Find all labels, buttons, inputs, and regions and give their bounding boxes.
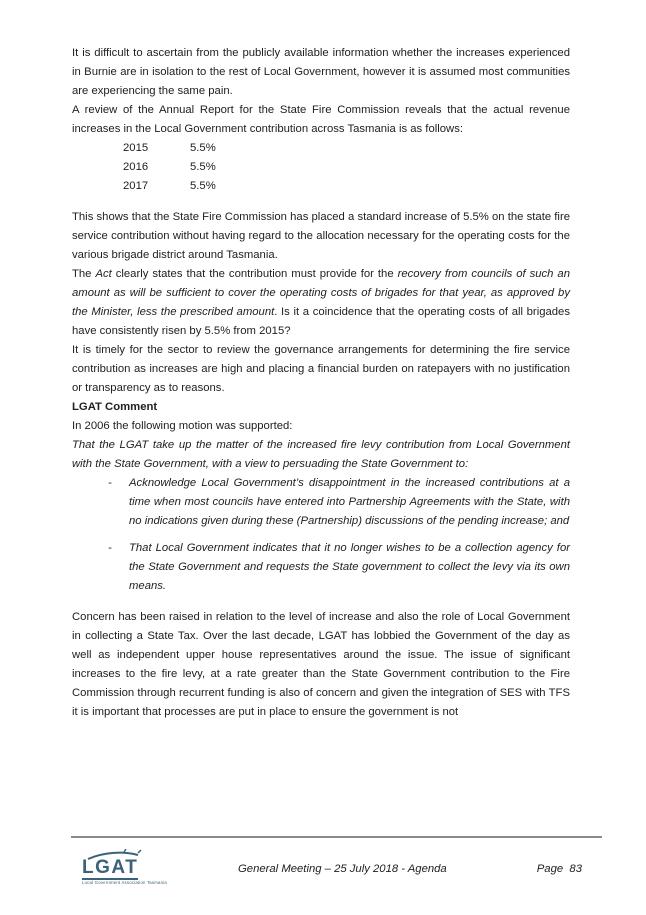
motion-bullet (108, 539, 570, 596)
table-row (72, 158, 570, 177)
paragraph-standard-increase: This shows that the State Fire Commission has placed a standard increase of 5.5% on the state fire service contribution without having regard to the allocation necessary for the operating costs for the various brigade district around Tasmania. (72, 211, 570, 261)
table-row (72, 177, 570, 196)
dash-bullet-marker: - (108, 542, 112, 554)
bullet-text: Acknowledge Local Government’s disappointment in the increased contributions at a time when most councils have entered into Partnership Agreements with the State, with no indications given during these (Partnership) discussions of the pending increase; and (129, 477, 570, 527)
value-cell: 5.5% (190, 161, 216, 173)
footer-divider (71, 836, 602, 838)
section-heading-lgat-comment: LGAT Comment (72, 401, 158, 413)
footer-page-number: Page 83 (536, 863, 582, 875)
text-run: clearly states that the contribution must provide for the (111, 268, 398, 280)
paragraph-act-quote (72, 265, 570, 341)
text-run: . Is it a coincidence that the operating costs of all brigades have consistently risen by 5.5% from 2015? (72, 306, 570, 337)
logo-wordmark: LGAT (82, 857, 139, 878)
paragraph-annual-report: A review of the Annual Report for the State Fire Commission reveals that the actual revenue increases in the Local Government contribution across Tasmania is as follows: (72, 104, 570, 135)
logo-tagline: Local Government Association Tasmania (82, 880, 167, 885)
italic-run-act: Act (95, 268, 112, 280)
paragraph-governance-review: It is timely for the sector to review the governance arrangements for determining the fire service contribution as increases are high and placing a financial burden on ratepayers with no justification or transparency as to reasons. (72, 344, 570, 394)
motion-bullet (108, 474, 570, 531)
paragraph-concern: Concern has been raised in relation to the level of increase and also the role of Local Government in collecting a State Tax. Over the last decade, LGAT has lobbied the Government of the day as well as independent upper house representatives around the issue. The issue of significant increases to the fire levy, at a rate greater than the State Government contribution to the Fire Commission through recurrent funding is also of concern and given the integration of SES with TFS it is important that processes are put in place to ensure the government is not (72, 611, 570, 718)
table-row (72, 139, 570, 158)
text-run: The (72, 268, 96, 280)
value-cell: 5.5% (190, 180, 216, 192)
dash-bullet-marker: - (108, 477, 112, 489)
italic-run-quote: recovery from councils of such an amount as will be sufficient to cover the operating costs of brigades for that year, as approved by the Minister, less the prescribed amount (72, 268, 570, 318)
footer-meeting-label: General Meeting – 25 July 2018 - Agenda (238, 863, 447, 875)
page-content (72, 44, 570, 722)
year-cell: 2015 (123, 142, 149, 154)
year-cell: 2016 (123, 161, 149, 173)
value-cell: 5.5% (190, 142, 216, 154)
motion-text: That the LGAT take up the matter of the increased fire levy contribution from Local Government with the State Government, with a view to persuading the State Government to: (72, 439, 570, 470)
bullet-text: That Local Government indicates that it no longer wishes to be a collection agency for the State Government and requests the State government to collect the levy via its own means. (129, 542, 570, 592)
paragraph-burnie-increases: It is difficult to ascertain from the publicly available information whether the increases experienced in Burnie are in isolation to the rest of Local Government, however it is assumed most communities are experiencing the same pain. (72, 47, 570, 97)
lgat-logo (82, 849, 167, 886)
revenue-increase-list (72, 139, 570, 196)
comment-intro: In 2006 the following motion was supported: (72, 420, 293, 432)
year-cell: 2017 (123, 180, 149, 192)
